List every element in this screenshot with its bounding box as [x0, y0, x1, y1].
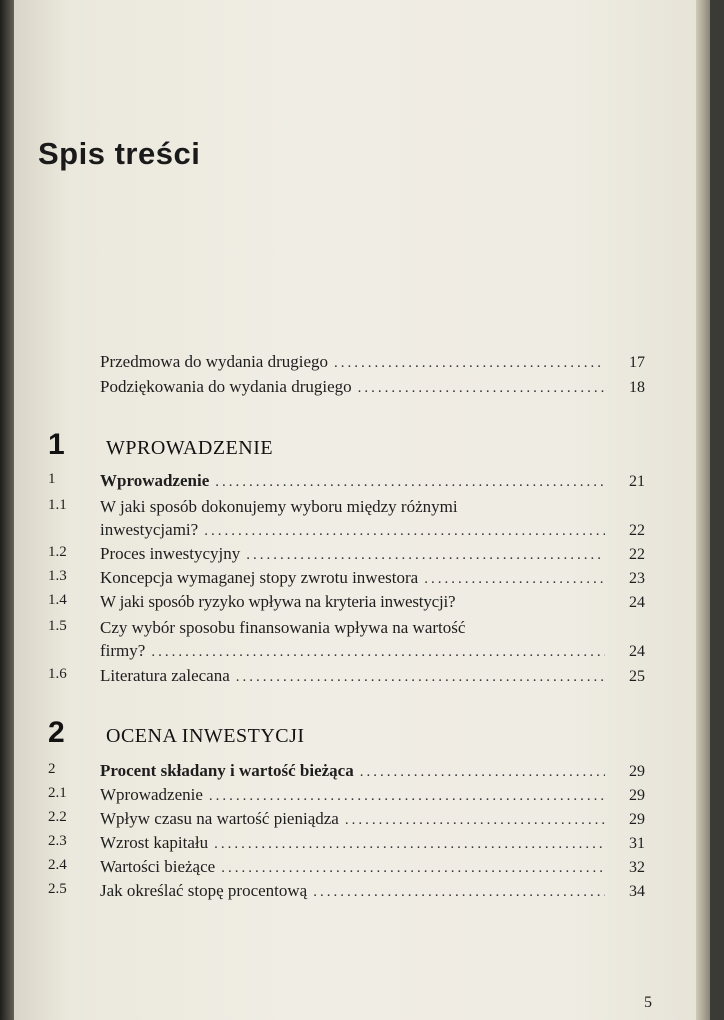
leader-dots — [246, 547, 605, 564]
chapter-heading — [48, 428, 273, 462]
toc-entry-number: 1 — [48, 471, 56, 487]
toc-entry-title: Wprowadzenie — [100, 471, 210, 490]
toc-entry-number: 1.2 — [48, 544, 67, 560]
toc-entry — [48, 881, 645, 903]
toc-entry — [48, 471, 645, 493]
toc-entry-page: 24 — [629, 594, 645, 611]
toc-entry-title: Czy wybór sposobu finansowania wpływa na wartość — [100, 618, 466, 637]
toc-entry-title: Proces inwestycyjny — [100, 544, 241, 563]
toc-entry-page: 22 — [629, 522, 645, 539]
toc-entry — [48, 833, 645, 855]
toc-entry-title: Wartości bieżące — [100, 857, 216, 876]
toc-entry — [48, 544, 645, 566]
leader-dots — [151, 644, 605, 661]
toc-entry — [48, 809, 645, 831]
toc-entry-number: 1.4 — [48, 592, 67, 608]
toc-entry-title: Przedmowa do wydania drugiego — [100, 352, 329, 371]
book-page — [14, 0, 710, 1020]
toc-entry — [48, 568, 645, 590]
leader-dots — [334, 355, 605, 372]
toc-entry-page: 34 — [629, 883, 645, 900]
toc-entry — [48, 761, 645, 783]
chapter-number: 1 — [48, 428, 65, 461]
leader-dots — [360, 764, 605, 781]
chapter-number: 2 — [48, 716, 65, 749]
toc-entry-title: Koncepcja wymaganej stopy zwrotu inwestora — [100, 568, 419, 587]
toc-entry — [48, 666, 645, 688]
toc-entry — [48, 618, 645, 640]
toc-entry-title: Wprowadzenie — [100, 785, 203, 804]
leader-dots — [209, 788, 605, 805]
toc-entry-page: 22 — [629, 546, 645, 563]
toc-entry-number: 2.3 — [48, 833, 67, 849]
toc-entry — [48, 592, 645, 614]
toc-entry-page: 31 — [629, 835, 645, 852]
toc-entry-number: 1.1 — [48, 497, 67, 513]
toc-entry — [100, 352, 645, 374]
toc-entry-page: 24 — [629, 643, 645, 660]
toc-entry-page: 32 — [629, 859, 645, 876]
toc-entry-continuation — [100, 641, 645, 663]
leader-dots — [358, 380, 605, 397]
toc-entry-number: 2 — [48, 761, 56, 777]
toc-entry-page: 29 — [629, 811, 645, 828]
page-title: Spis treści — [38, 136, 201, 171]
chapter-heading — [48, 716, 305, 750]
leader-dots — [221, 860, 605, 877]
toc-entry-title: W jaki sposób dokonujemy wyboru między różnymi — [100, 497, 458, 516]
toc-entry — [48, 857, 645, 879]
toc-entry — [48, 785, 645, 807]
toc-entry-number: 2.2 — [48, 809, 67, 825]
page-edge-shadow — [696, 0, 710, 1020]
toc-entry-title: Podziękowania do wydania drugiego — [100, 377, 352, 396]
toc-entry — [100, 377, 645, 399]
toc-entry — [48, 497, 645, 519]
toc-entry-page: 25 — [629, 668, 645, 685]
toc-entry-number: 1.3 — [48, 568, 67, 584]
toc-entry-number: 2.1 — [48, 785, 67, 801]
toc-entry-number: 2.5 — [48, 881, 67, 897]
toc-entry-number: 2.4 — [48, 857, 67, 873]
toc-entry-page: 29 — [629, 787, 645, 804]
toc-entry-continuation — [100, 520, 645, 542]
toc-entry-title: Literatura zalecana — [100, 666, 230, 685]
toc-entry-title: Procent składany i wartość bieżąca — [100, 761, 354, 780]
toc-entry-number: 1.5 — [48, 618, 67, 634]
leader-dots — [204, 523, 605, 540]
toc-entry-title: inwestycjami? — [100, 520, 199, 539]
toc-entry-title: Jak określać stopę procentową — [100, 881, 308, 900]
toc-entry-page: 29 — [629, 763, 645, 780]
toc-entry-title: firmy? — [100, 641, 146, 660]
page-number: 5 — [644, 994, 652, 1011]
toc-entry-page: 18 — [629, 379, 645, 396]
toc-entry-page: 21 — [629, 473, 645, 490]
chapter-title: WPROWADZENIE — [106, 437, 274, 459]
toc-entry-page: 17 — [629, 354, 645, 371]
chapter-title: OCENA INWESTYCJI — [106, 725, 305, 747]
toc-entry-title: W jaki sposób ryzyko wpływa na kryteria inwestycji? — [100, 592, 456, 611]
toc-entry-title: Wzrost kapitału — [100, 833, 209, 852]
toc-entry-number: 1.6 — [48, 666, 67, 682]
leader-dots — [424, 571, 605, 588]
toc-entry-page: 23 — [629, 570, 645, 587]
leader-dots — [236, 669, 605, 686]
leader-dots — [214, 836, 605, 853]
leader-dots — [215, 474, 605, 491]
leader-dots — [313, 884, 605, 901]
toc-entry-title: Wpływ czasu na wartość pieniądza — [100, 809, 339, 828]
leader-dots — [345, 812, 605, 829]
